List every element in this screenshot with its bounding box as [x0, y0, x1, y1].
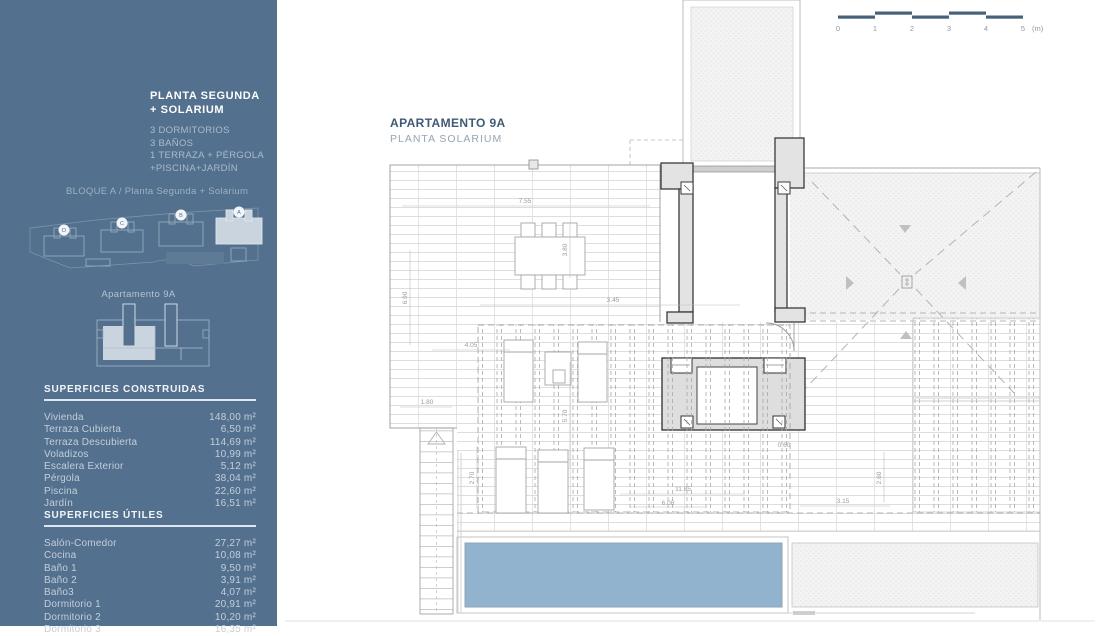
- row-value: 6,50 m²: [220, 424, 256, 436]
- scale-label-0: 0: [835, 24, 841, 33]
- row-label: Cocina: [44, 550, 77, 562]
- block-letter-b: B: [179, 213, 183, 219]
- table-row: [44, 461, 256, 473]
- row-value: 5,12 m²: [220, 461, 256, 473]
- dim-608: 6.08: [661, 500, 675, 507]
- row-value: 16,35 m²: [214, 624, 256, 636]
- row-label: Baño3: [44, 587, 74, 599]
- row-value: 114,69 m²: [209, 436, 256, 448]
- row-value: 3,91 m²: [220, 574, 256, 586]
- plan-header: [390, 116, 506, 145]
- garden-area: [792, 543, 1038, 607]
- row-value: 38,04 m²: [214, 473, 256, 485]
- block-letter-a: A: [237, 210, 241, 216]
- dim-380: 3.80: [562, 243, 569, 257]
- row-label: Baño 2: [44, 574, 77, 586]
- scale-unit: (m): [1032, 24, 1044, 33]
- page-title: APARTAMENTO 9A: [390, 116, 506, 130]
- surfaces-useful-table: [44, 510, 256, 636]
- sun-loungers-bottom: [496, 447, 614, 513]
- scale-bar: [836, 12, 1044, 34]
- dim-270: 2.70: [469, 471, 476, 485]
- feature-item: 1 TERRAZA + PÉRGOLA: [150, 150, 265, 161]
- table-row: [44, 550, 256, 562]
- dim-260: 2.60: [876, 471, 883, 485]
- dining-set: [515, 223, 585, 289]
- swimming-pool: [457, 537, 788, 613]
- exterior-stair: [420, 428, 453, 614]
- dim-345: 3.45: [606, 297, 620, 304]
- row-value: 4,07 m²: [220, 587, 256, 599]
- apartment-diagram: [85, 300, 220, 378]
- page-subtitle: PLANTA SOLARIUM: [390, 133, 503, 145]
- block-letter-c: C: [120, 221, 124, 227]
- stairwell-walls: [661, 138, 805, 323]
- row-label: Escalera Exterior: [44, 461, 124, 473]
- table-row: [44, 486, 256, 498]
- table-row: [44, 538, 256, 550]
- surfaces-useful-header: SUPERFICIES ÚTILES: [44, 510, 256, 527]
- row-value: 10,99 m²: [214, 448, 256, 460]
- row-label: Baño 1: [44, 562, 77, 574]
- scale-label-2: 2: [909, 24, 915, 33]
- dim-405: 4.05: [464, 342, 478, 349]
- table-row: [44, 449, 256, 461]
- row-label: Dormitorio 2: [44, 611, 101, 623]
- table-row: [44, 412, 256, 424]
- row-label: Dormitorio 1: [44, 599, 101, 611]
- row-value: 10,08 m²: [214, 550, 256, 562]
- site-plan-diagram: [26, 206, 264, 286]
- dim-180: 1.80: [420, 399, 434, 406]
- row-value: 20,91 m²: [214, 599, 256, 611]
- row-value: 22,60 m²: [214, 485, 256, 497]
- dim-060: 0.60: [777, 442, 791, 449]
- apartment-label: Apartamento 9A: [101, 289, 176, 300]
- dim-315: 3.15: [836, 498, 850, 505]
- row-value: 9,50 m²: [220, 562, 256, 574]
- row-label: Voladizos: [44, 448, 89, 460]
- floor-title: PLANTA SEGUNDA + SOLARIUM: [150, 90, 260, 116]
- scale-label-4: 4: [983, 24, 989, 33]
- roof-drain-icon: [902, 276, 912, 288]
- table-row: [44, 599, 256, 611]
- site-lower-block: [166, 252, 224, 264]
- row-value: 148,00 m²: [209, 412, 256, 423]
- row-label: Terraza Descubierta: [44, 436, 138, 448]
- sidebar: [0, 0, 277, 636]
- block-label: BLOQUE A / Planta Segunda + Solarium: [66, 186, 249, 197]
- row-value: 16,51 m²: [214, 498, 256, 510]
- dim-755: 7.55: [518, 198, 532, 205]
- surfaces-built-table: [44, 384, 256, 510]
- feature-list: [150, 125, 275, 175]
- row-label: Pérgola: [44, 473, 80, 485]
- feature-item: +PISCINA+JARDÍN: [150, 162, 238, 174]
- row-label: Terraza Cubierta: [44, 424, 122, 436]
- wall-stub: [529, 160, 538, 169]
- table-row: [44, 612, 256, 624]
- table-row: [44, 473, 256, 485]
- table-row: [44, 575, 256, 587]
- scale-label-3: 3: [946, 24, 952, 33]
- scale-label-5: 5: [1020, 24, 1026, 33]
- row-label: Piscina: [44, 485, 78, 497]
- pergola-right: [913, 318, 1040, 512]
- row-label: Salón-Comedor: [44, 538, 117, 549]
- feature-item: 3 DORMITORIOS: [150, 125, 230, 136]
- scale-label-1: 1: [872, 24, 878, 33]
- row-label: Vivienda: [44, 412, 84, 423]
- row-label: Dormitorio 3: [44, 624, 101, 636]
- dim-690: 6.90: [402, 291, 409, 305]
- table-row: [44, 424, 256, 436]
- dim-1185: 11.85: [675, 486, 691, 493]
- table-row: [44, 437, 256, 449]
- row-label: Jardín: [44, 498, 73, 510]
- feature-item: 3 BAÑOS: [150, 137, 194, 149]
- surfaces-built-header: SUPERFICIES CONSTRUIDAS: [44, 384, 256, 401]
- table-row: [44, 563, 256, 575]
- row-value: 10,20 m²: [214, 611, 256, 623]
- row-value: 27,27 m²: [214, 538, 256, 549]
- dim-570: 5.70: [562, 409, 569, 423]
- table-row: [44, 498, 256, 510]
- block-letter-d: D: [62, 228, 66, 234]
- table-row: [44, 587, 256, 599]
